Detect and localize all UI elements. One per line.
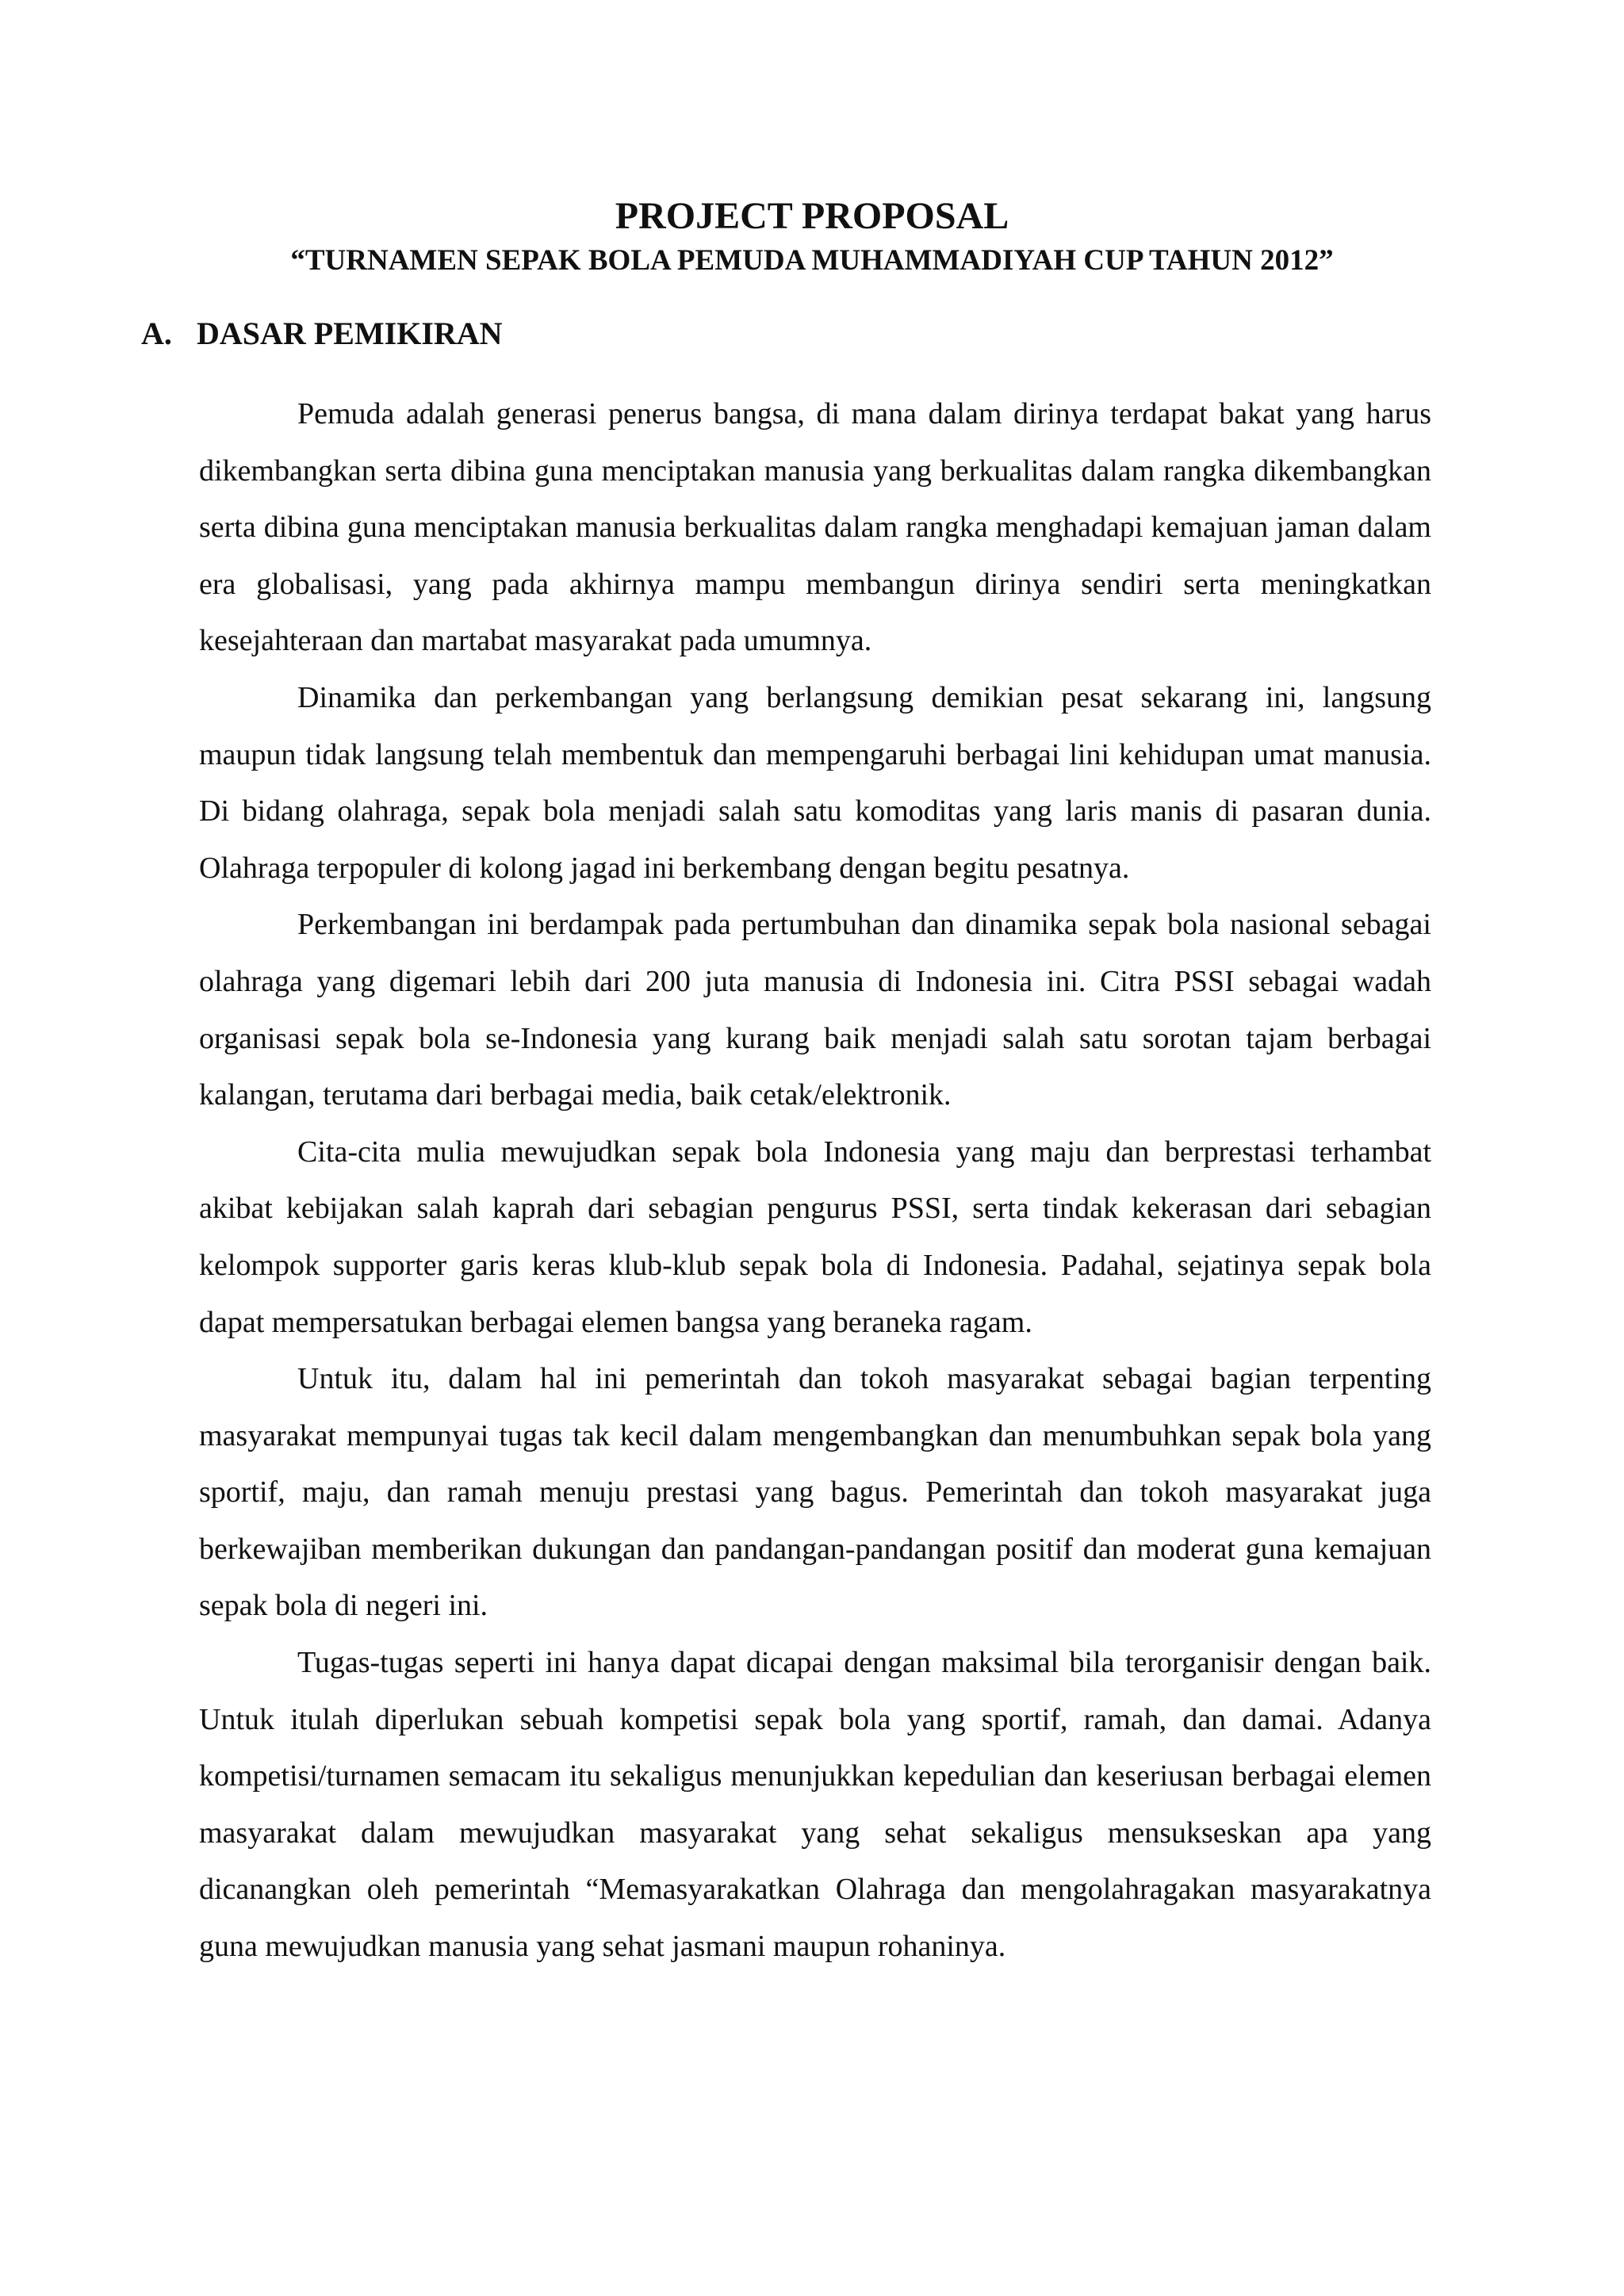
paragraph: Dinamika dan perkembangan yang berlangsung demikian pesat sekarang ini, langsung maupun tidak langsung telah membentuk dan mempengaruhi berbagai lini kehidupan umat manusia. Di bidang olahraga, sepak bola menjadi salah satu komoditas yang laris manis di pasaran dunia. Olahraga terpopuler di kolong jagad ini berkembang dengan begitu pesatnya. (199, 680, 1431, 885)
section-body (199, 386, 1431, 1976)
paragraph: Pemuda adalah generasi penerus bangsa, di mana dalam dirinya terdapat bakat yang harus dikembangkan serta dibina guna menciptakan manusia yang berkualitas dalam rangka dikembangkan serta dibina guna menciptakan manusia berkualitas dalam rangka menghadapi kemajuan jaman dalam era globalisasi, yang pada akhirnya mampu membangun dirinya sendiri serta meningkatkan kesejahteraan dan martabat masyarakat pada umumnya. (199, 397, 1431, 658)
paragraph: Perkembangan ini berdampak pada pertumbuhan dan dinamika sepak bola nasional sebagai olahraga yang digemari lebih dari 200 juta manusia di Indonesia ini. Citra PSSI sebagai wadah organisasi sepak bola se-Indonesia yang kurang baik menjadi salah satu sorotan tajam berbagai kalangan, terutama dari berbagai media, baik cetak/elektronik. (199, 908, 1431, 1112)
section-number: A. (141, 316, 172, 351)
document-subtitle: “TURNAMEN SEPAK BOLA PEMUDA MUHAMMADIYAH CUP TAHUN 2012” (290, 244, 1334, 277)
paragraph: Tugas-tugas seperti ini hanya dapat dicapai dengan maksimal bila terorganisir dengan baik. Untuk itulah diperlukan sebuah kompetisi sepak bola yang sportif, ramah, dan damai. Adanya kompetisi/turnamen semacam itu sekaligus menunjukkan kepedulian dan keseriusan berbagai elemen masyarakat dalam mewujudkan masyarakat yang sehat sekaligus mensukseskan apa yang dicanangkan oleh pemerintah “Memasyarakatkan Olahraga dan mengolahragakan masyarakatnya guna mewujudkan manusia yang sehat jasmani maupun rohaninya. (199, 1646, 1431, 1964)
document-title: PROJECT PROPOSAL (615, 195, 1009, 237)
paragraph: Cita-cita mulia mewujudkan sepak bola Indonesia yang maju dan berprestasi terhambat akibat kebijakan salah kaprah dari sebagian pengurus PSSI, serta tindak kekerasan dari sebagian kelompok supporter garis keras klub-klub sepak bola di Indonesia. Padahal, sejatinya sepak bola dapat mempersatukan berbagai elemen bangsa yang beraneka ragam. (199, 1135, 1431, 1339)
paragraph: Untuk itu, dalam hal ini pemerintah dan tokoh masyarakat sebagai bagian terpenting masyarakat mempunyai tugas tak kecil dalam mengembangkan dan menumbuhkan sepak bola yang sportif, maju, dan ramah menuju prestasi yang bagus. Pemerintah dan tokoh masyarakat juga berkewajiban memberikan dukungan dan pandangan-pandangan positif dan moderat guna kemajuan sepak bola di negeri ini. (199, 1362, 1431, 1623)
section-heading (141, 314, 503, 354)
section-title: DASAR PEMIKIRAN (197, 316, 503, 351)
